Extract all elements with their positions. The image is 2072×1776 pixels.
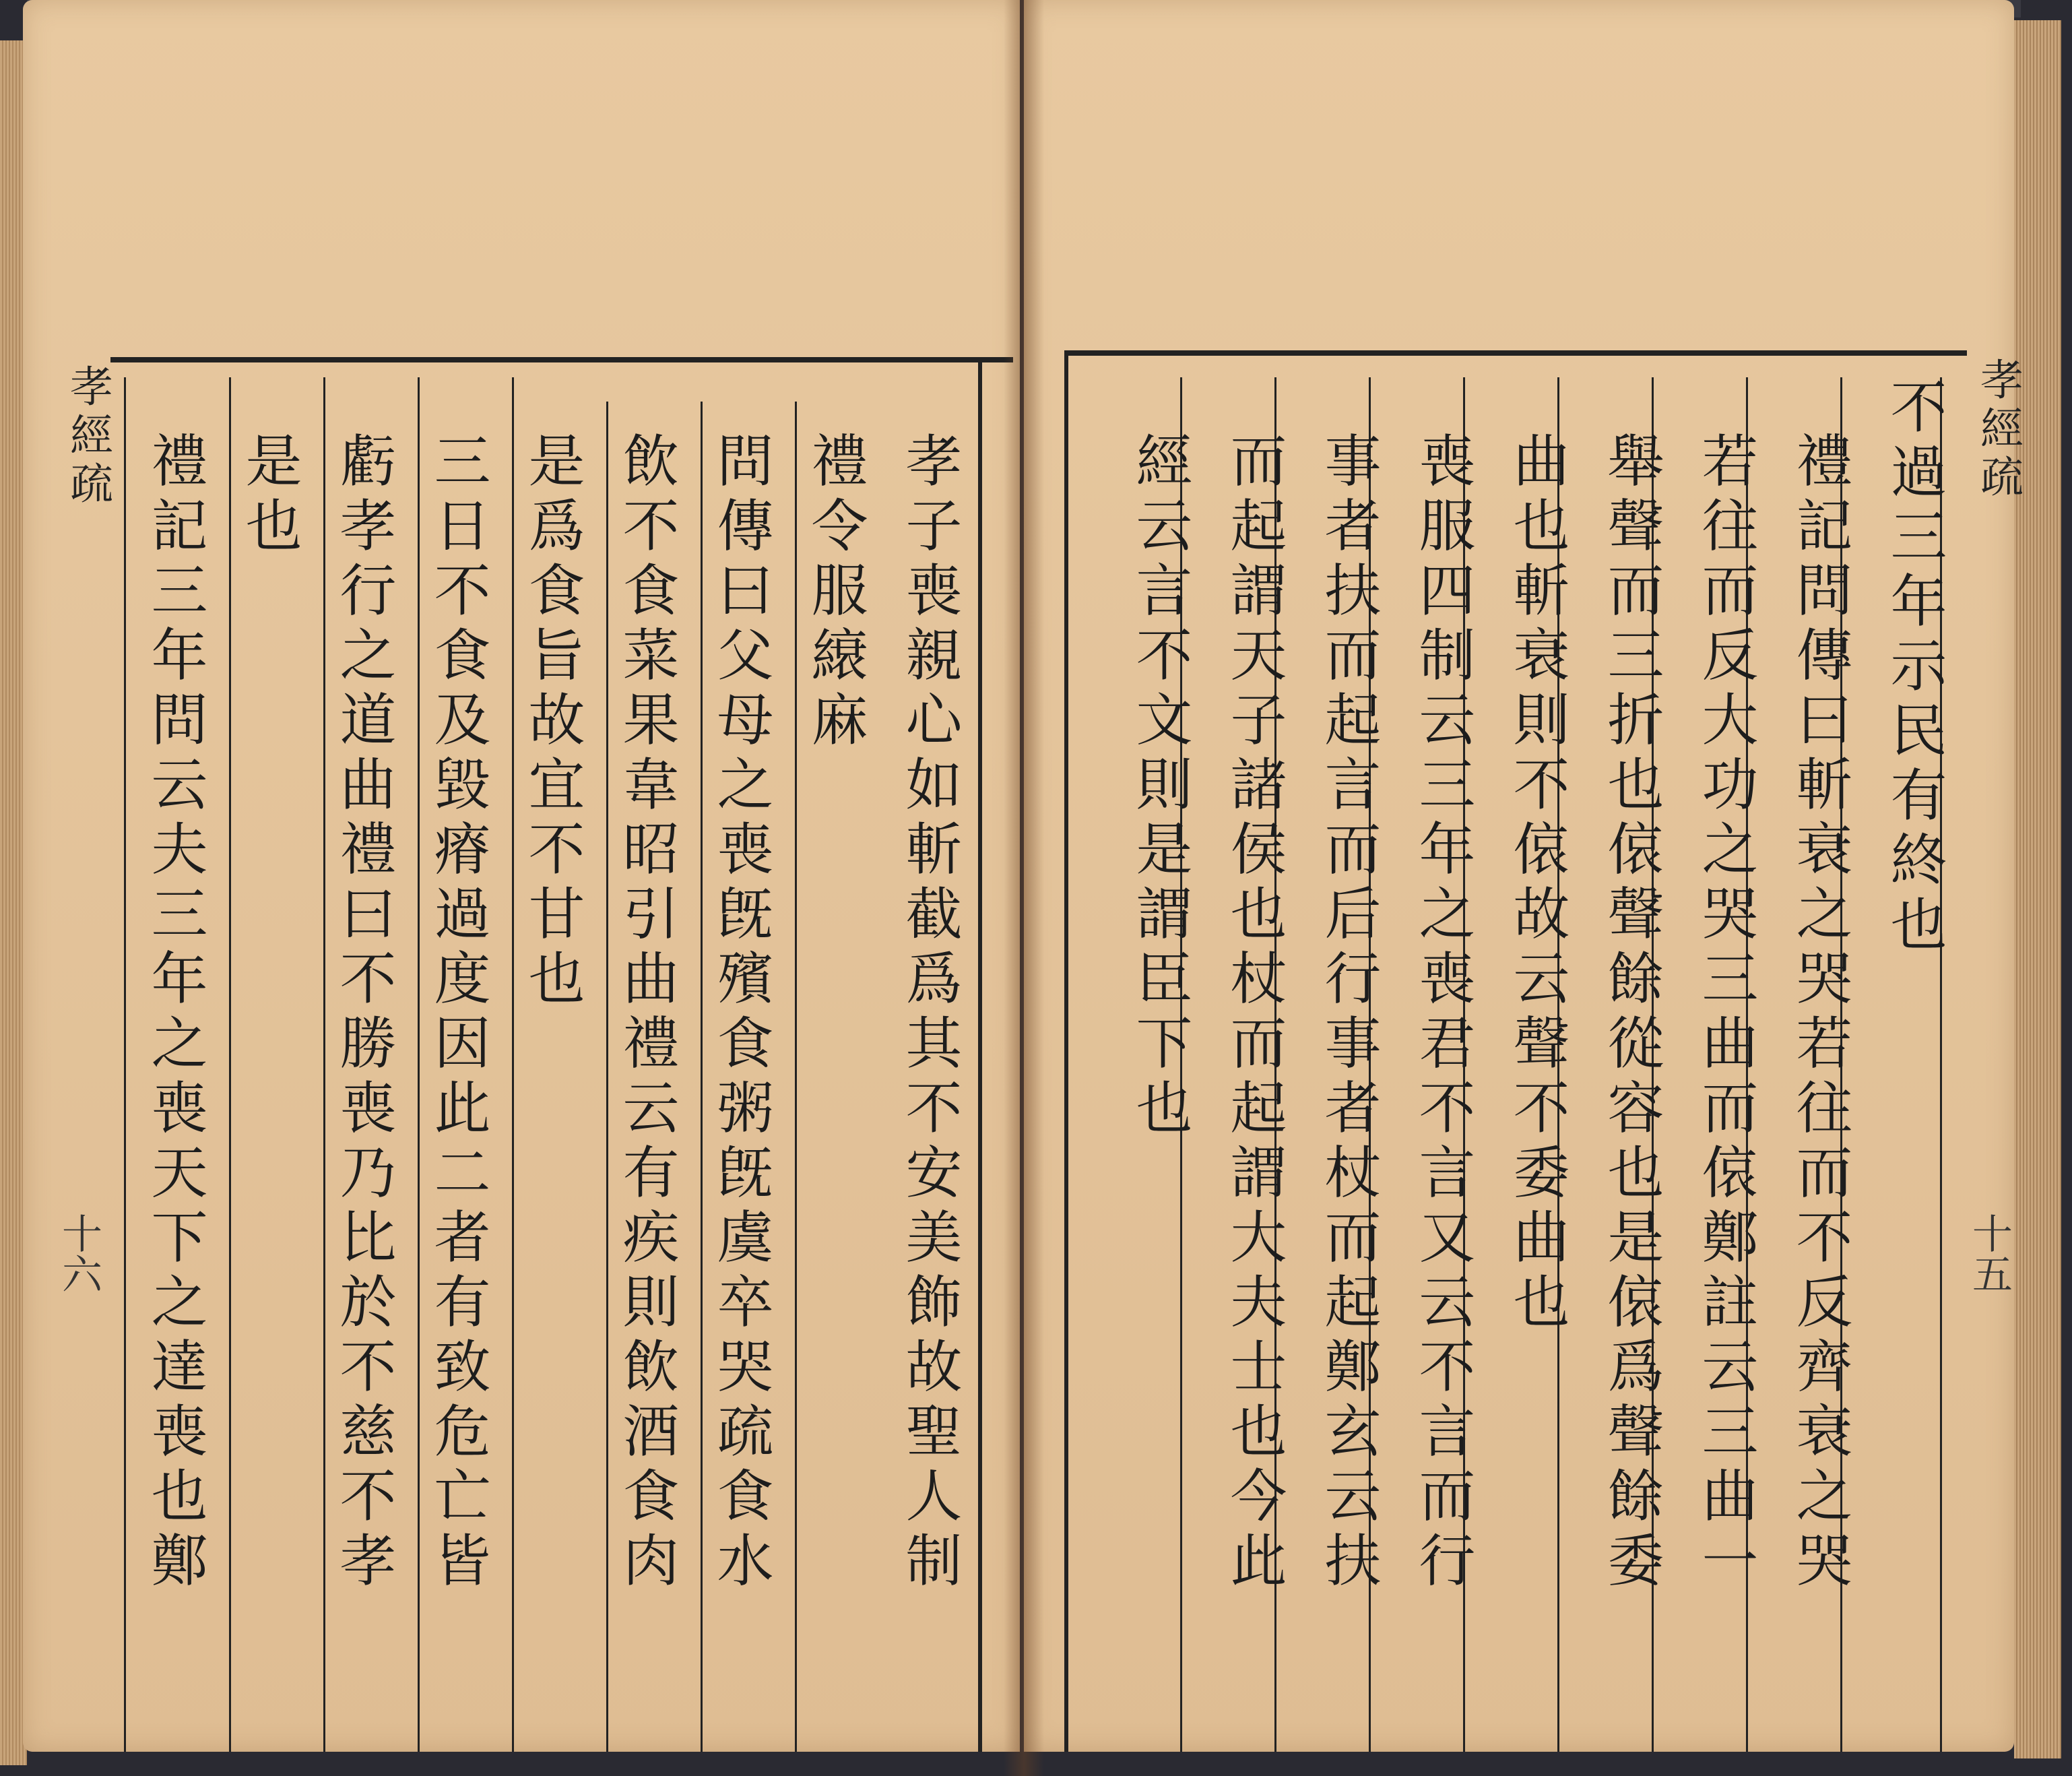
text-column-5: 是爲食旨故宜不甘也 [519, 431, 585, 1013]
text-column-4: 舉聲而三折也偯聲餘從容也是偯爲聲餘委 [1598, 431, 1664, 1595]
folio-number: 十五 [1966, 1213, 2013, 1294]
text-column-3: 若往而反大功之哭三曲而偯鄭註云三曲一 [1693, 431, 1759, 1595]
right-border-rule [978, 357, 982, 1752]
left-border-rule [1064, 350, 1068, 1752]
right-page [1024, 0, 2023, 1752]
text-column-1: 孝子喪親心如斬截爲其不安美飾故聖人制 [897, 431, 963, 1595]
text-column-7: 事者扶而起言而后行事者杖而起鄭玄云扶 [1316, 431, 1382, 1595]
book-gutter [1004, 0, 1044, 1776]
margin-book-title: 孝經疏 [1973, 357, 2023, 503]
text-column-2: 禮令服縗麻 [802, 431, 868, 755]
text-column-4: 飲不食菜果韋昭引曲禮云有疾則飲酒食肉 [614, 431, 680, 1595]
text-column-9: 經云言不文則是謂臣下也 [1127, 431, 1193, 1143]
text-column-5: 曲也斬衰則不偯故云聲不委曲也 [1504, 431, 1570, 1337]
text-column-1: 不過三年示民有終也 [1881, 377, 1947, 959]
left-page [23, 0, 1020, 1752]
text-column-6: 三日不食及毀瘠過度因此二者有致危亡皆 [425, 431, 491, 1595]
column-divider [124, 377, 126, 1752]
top-border-rule [110, 357, 1013, 362]
folio-number: 十六 [55, 1213, 102, 1294]
text-column-3: 問傳曰父母之喪旣殯食粥旣虞卒哭疏食水 [708, 431, 774, 1595]
text-column-6: 喪服四制云三年之喪君不言又云不言而行 [1410, 431, 1476, 1595]
column-divider [229, 377, 231, 1752]
text-column-9: 禮記三年問云夫三年之喪天下之達喪也鄭 [142, 431, 208, 1595]
page-edges-right [2014, 20, 2061, 1758]
top-border-rule [1064, 350, 1967, 356]
text-column-8: 是也 [236, 431, 302, 561]
margin-book-title: 孝經疏 [63, 364, 112, 509]
text-column-7: 虧孝行之道曲禮曰不勝喪乃比於不慈不孝 [331, 431, 397, 1595]
text-column-8: 而起謂天子諸侯也杖而起謂大夫士也今此 [1221, 431, 1287, 1595]
text-column-2: 禮記問傳曰斬衰之哭若往而不反齊衰之哭 [1787, 431, 1853, 1595]
